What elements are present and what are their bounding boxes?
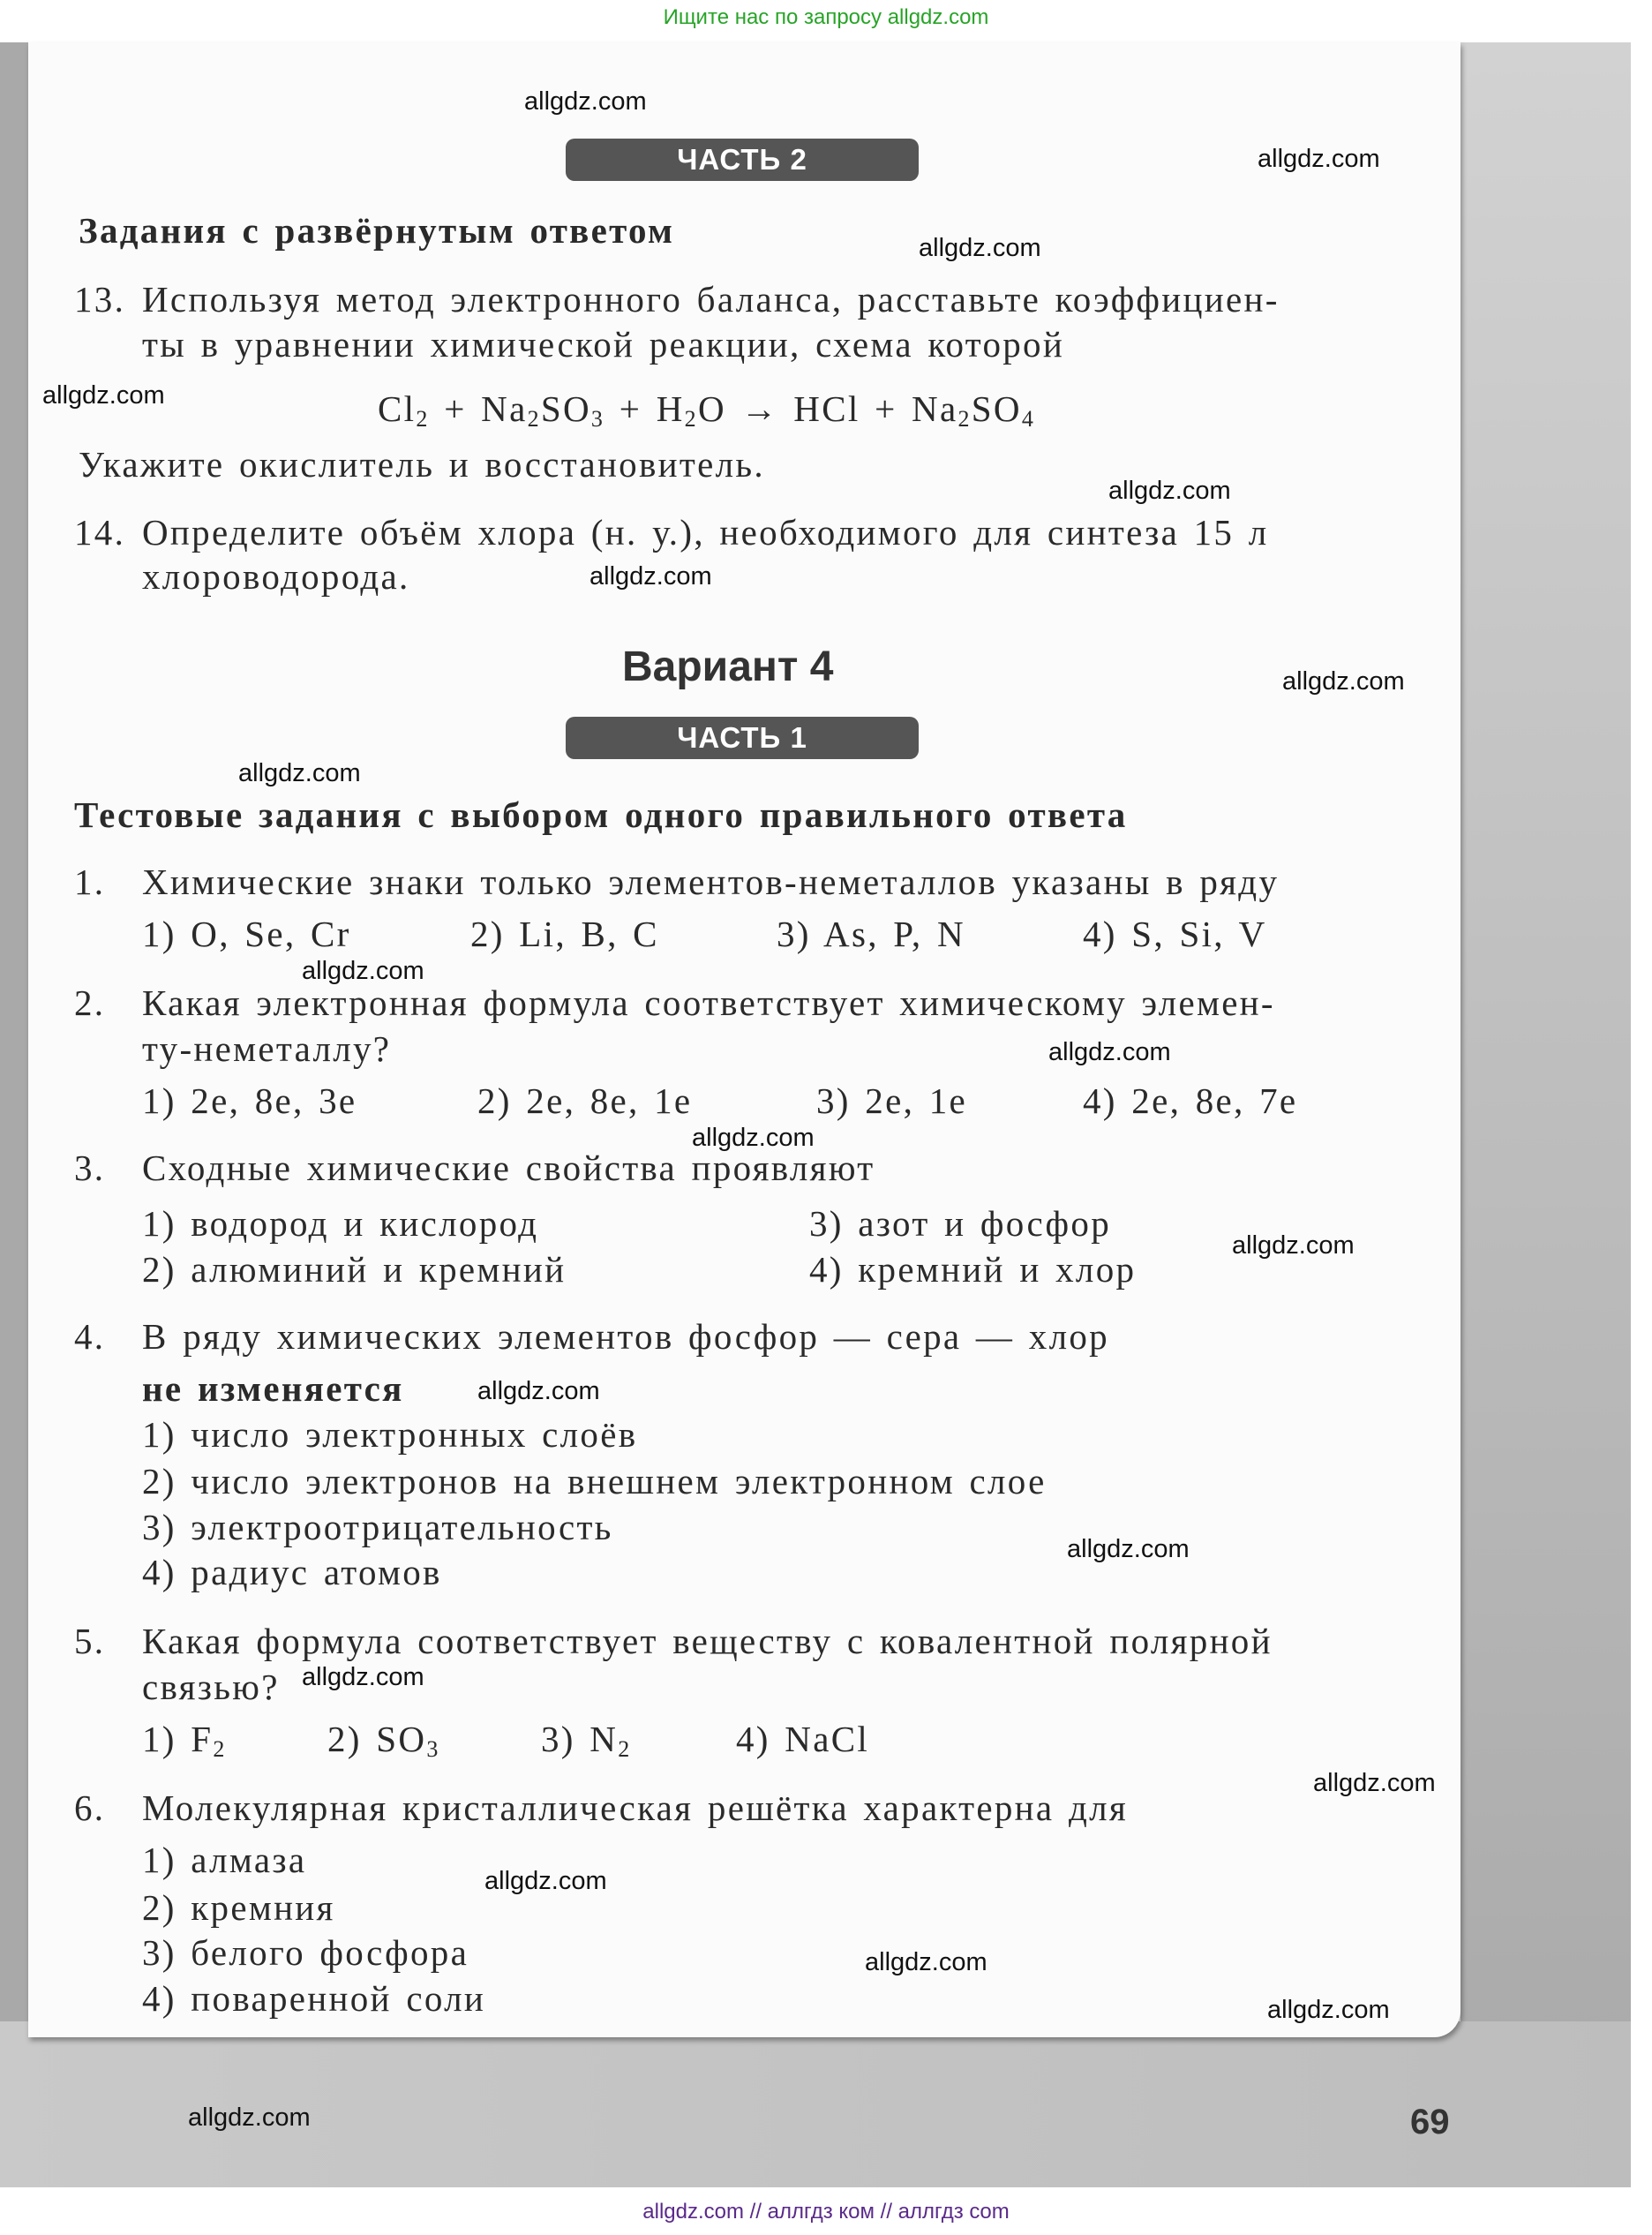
q4-number: 4. <box>74 1316 106 1357</box>
page-number: 69 <box>1410 2103 1450 2141</box>
watermark: allgdz.com <box>919 234 1041 262</box>
q4-option: 3) электроотрицательность <box>142 1507 613 1547</box>
q2-option: 4) 2e, 8e, 7e <box>1083 1080 1298 1121</box>
q1-option: 3) As, P, N <box>777 914 965 954</box>
q5-number: 5. <box>74 1621 106 1661</box>
q6-option: 1) алмаза <box>142 1840 307 1880</box>
q13-line2: ты в уравнении химической реакции, схема которой <box>142 324 1065 365</box>
q3-number: 3. <box>74 1148 106 1188</box>
watermark: allgdz.com <box>1048 1038 1171 1066</box>
q13-line1: Используя метод электронного баланса, расставьте коэффициен- <box>142 279 1280 320</box>
equation-part: + Na <box>429 388 528 429</box>
watermark: allgdz.com <box>1067 1535 1190 1563</box>
q13-line3: Укажите окислитель и восстановитель. <box>79 444 765 485</box>
q5-option: 4) NaCl <box>736 1719 870 1759</box>
q13-number: 13. <box>74 279 126 320</box>
q1-option: 1) O, Se, Cr <box>142 914 351 954</box>
q2-number: 2. <box>74 982 106 1023</box>
equation-part: SO <box>540 388 591 429</box>
q2-line2: ту-неметаллу? <box>142 1028 392 1069</box>
q6-option: 2) кремния <box>142 1887 335 1928</box>
watermark: allgdz.com <box>1232 1231 1355 1260</box>
watermark: allgdz.com <box>42 381 165 410</box>
q14-line1: Определите объём хлора (н. у.), необходимого для синтеза 15 л <box>142 512 1269 553</box>
q2-line1: Какая электронная формула соответствует химическому элемен- <box>142 982 1275 1023</box>
watermark: allgdz.com <box>1258 145 1380 173</box>
q3-text: Сходные химические свойства проявляют <box>142 1148 875 1188</box>
q1-number: 1. <box>74 862 106 902</box>
q2-option: 1) 2e, 8e, 3e <box>142 1080 357 1121</box>
q6-option: 3) белого фосфора <box>142 1932 469 1973</box>
equation-part: 2 <box>684 406 698 432</box>
page-edge-right <box>1461 42 1631 2187</box>
q6-text: Молекулярная кристаллическая решётка характерна для <box>142 1787 1129 1828</box>
watermark: allgdz.com <box>302 1663 424 1691</box>
q3-option: 4) кремний и хлор <box>809 1249 1137 1290</box>
watermark: allgdz.com <box>477 1377 600 1405</box>
equation-part: 2 <box>527 406 541 432</box>
q3-option: 3) азот и фосфор <box>809 1203 1112 1244</box>
watermark: allgdz.com <box>1108 477 1231 505</box>
watermark: allgdz.com <box>524 87 647 116</box>
q13-equation <box>378 388 1036 432</box>
q5-line2: связью? <box>142 1667 280 1707</box>
watermark: allgdz.com <box>1282 667 1405 696</box>
q1-option: 4) S, Si, V <box>1083 914 1267 954</box>
part2-badge: ЧАСТЬ 2 <box>566 139 919 181</box>
q2-option: 2) 2e, 8e, 1e <box>477 1080 693 1121</box>
q4-line1: В ряду химических элементов фосфор — сера — хлор <box>142 1316 1109 1357</box>
q3-option: 2) алюминий и кремний <box>142 1249 567 1290</box>
watermark: allgdz.com <box>484 1867 607 1895</box>
equation-part: 2 <box>957 406 972 432</box>
q5-line1: Какая формула соответствует веществу с ковалентной полярной <box>142 1621 1273 1661</box>
q1-text: Химические знаки только элементов-неметаллов указаны в ряду <box>142 862 1280 902</box>
equation-part: Cl <box>378 388 417 429</box>
variant-title: Вариант 4 <box>622 643 834 690</box>
watermark: allgdz.com <box>188 2103 311 2132</box>
part2-heading: Задания с развёрнутым ответом <box>79 210 675 251</box>
equation-part: 2 <box>416 406 430 432</box>
part1-heading: Тестовые задания с выбором одного правильного ответа <box>74 794 1128 835</box>
q1-option: 2) Li, B, C <box>470 914 659 954</box>
footer-links[interactable]: allgdz.com // аллгдз ком // аллгдз com <box>642 2200 1010 2224</box>
watermark: allgdz.com <box>302 957 424 985</box>
watermark: allgdz.com <box>692 1124 815 1152</box>
equation-part: SO <box>971 388 1022 429</box>
q4-option: 2) число электронов на внешнем электронном слое <box>142 1461 1047 1501</box>
page-shadow-left <box>0 42 28 2187</box>
equation-part: + H <box>604 388 685 429</box>
q2-option: 3) 2e, 1e <box>816 1080 967 1121</box>
q4-option: 1) число электронных слоёв <box>142 1414 638 1455</box>
q3-option: 1) водород и кислород <box>142 1203 539 1244</box>
q14-line2: хлороводорода. <box>142 556 410 597</box>
q4-option: 4) радиус атомов <box>142 1552 442 1592</box>
q5-option: 1) $F_2$ <box>142 1719 227 1762</box>
top-banner-link[interactable]: Ищите нас по запросу allgdz.com <box>663 5 989 29</box>
q5-option: 2) $SO_3$ <box>327 1719 440 1762</box>
watermark: allgdz.com <box>1267 1996 1390 2024</box>
watermark: allgdz.com <box>1313 1769 1436 1797</box>
equation-part: O → HCl + Na <box>697 388 958 429</box>
equation-part: 3 <box>590 406 605 432</box>
watermark: allgdz.com <box>589 562 712 591</box>
q14-number: 14. <box>74 512 126 553</box>
watermark: allgdz.com <box>238 759 361 787</box>
q5-option: 3) $N_2$ <box>541 1719 632 1762</box>
watermark: allgdz.com <box>865 1948 987 1976</box>
q6-option: 4) поваренной соли <box>142 1978 486 2019</box>
q4-line2: не изменяется <box>142 1368 404 1409</box>
q6-number: 6. <box>74 1787 106 1828</box>
part1-badge: ЧАСТЬ 1 <box>566 717 919 759</box>
equation-part: 4 <box>1021 406 1036 432</box>
